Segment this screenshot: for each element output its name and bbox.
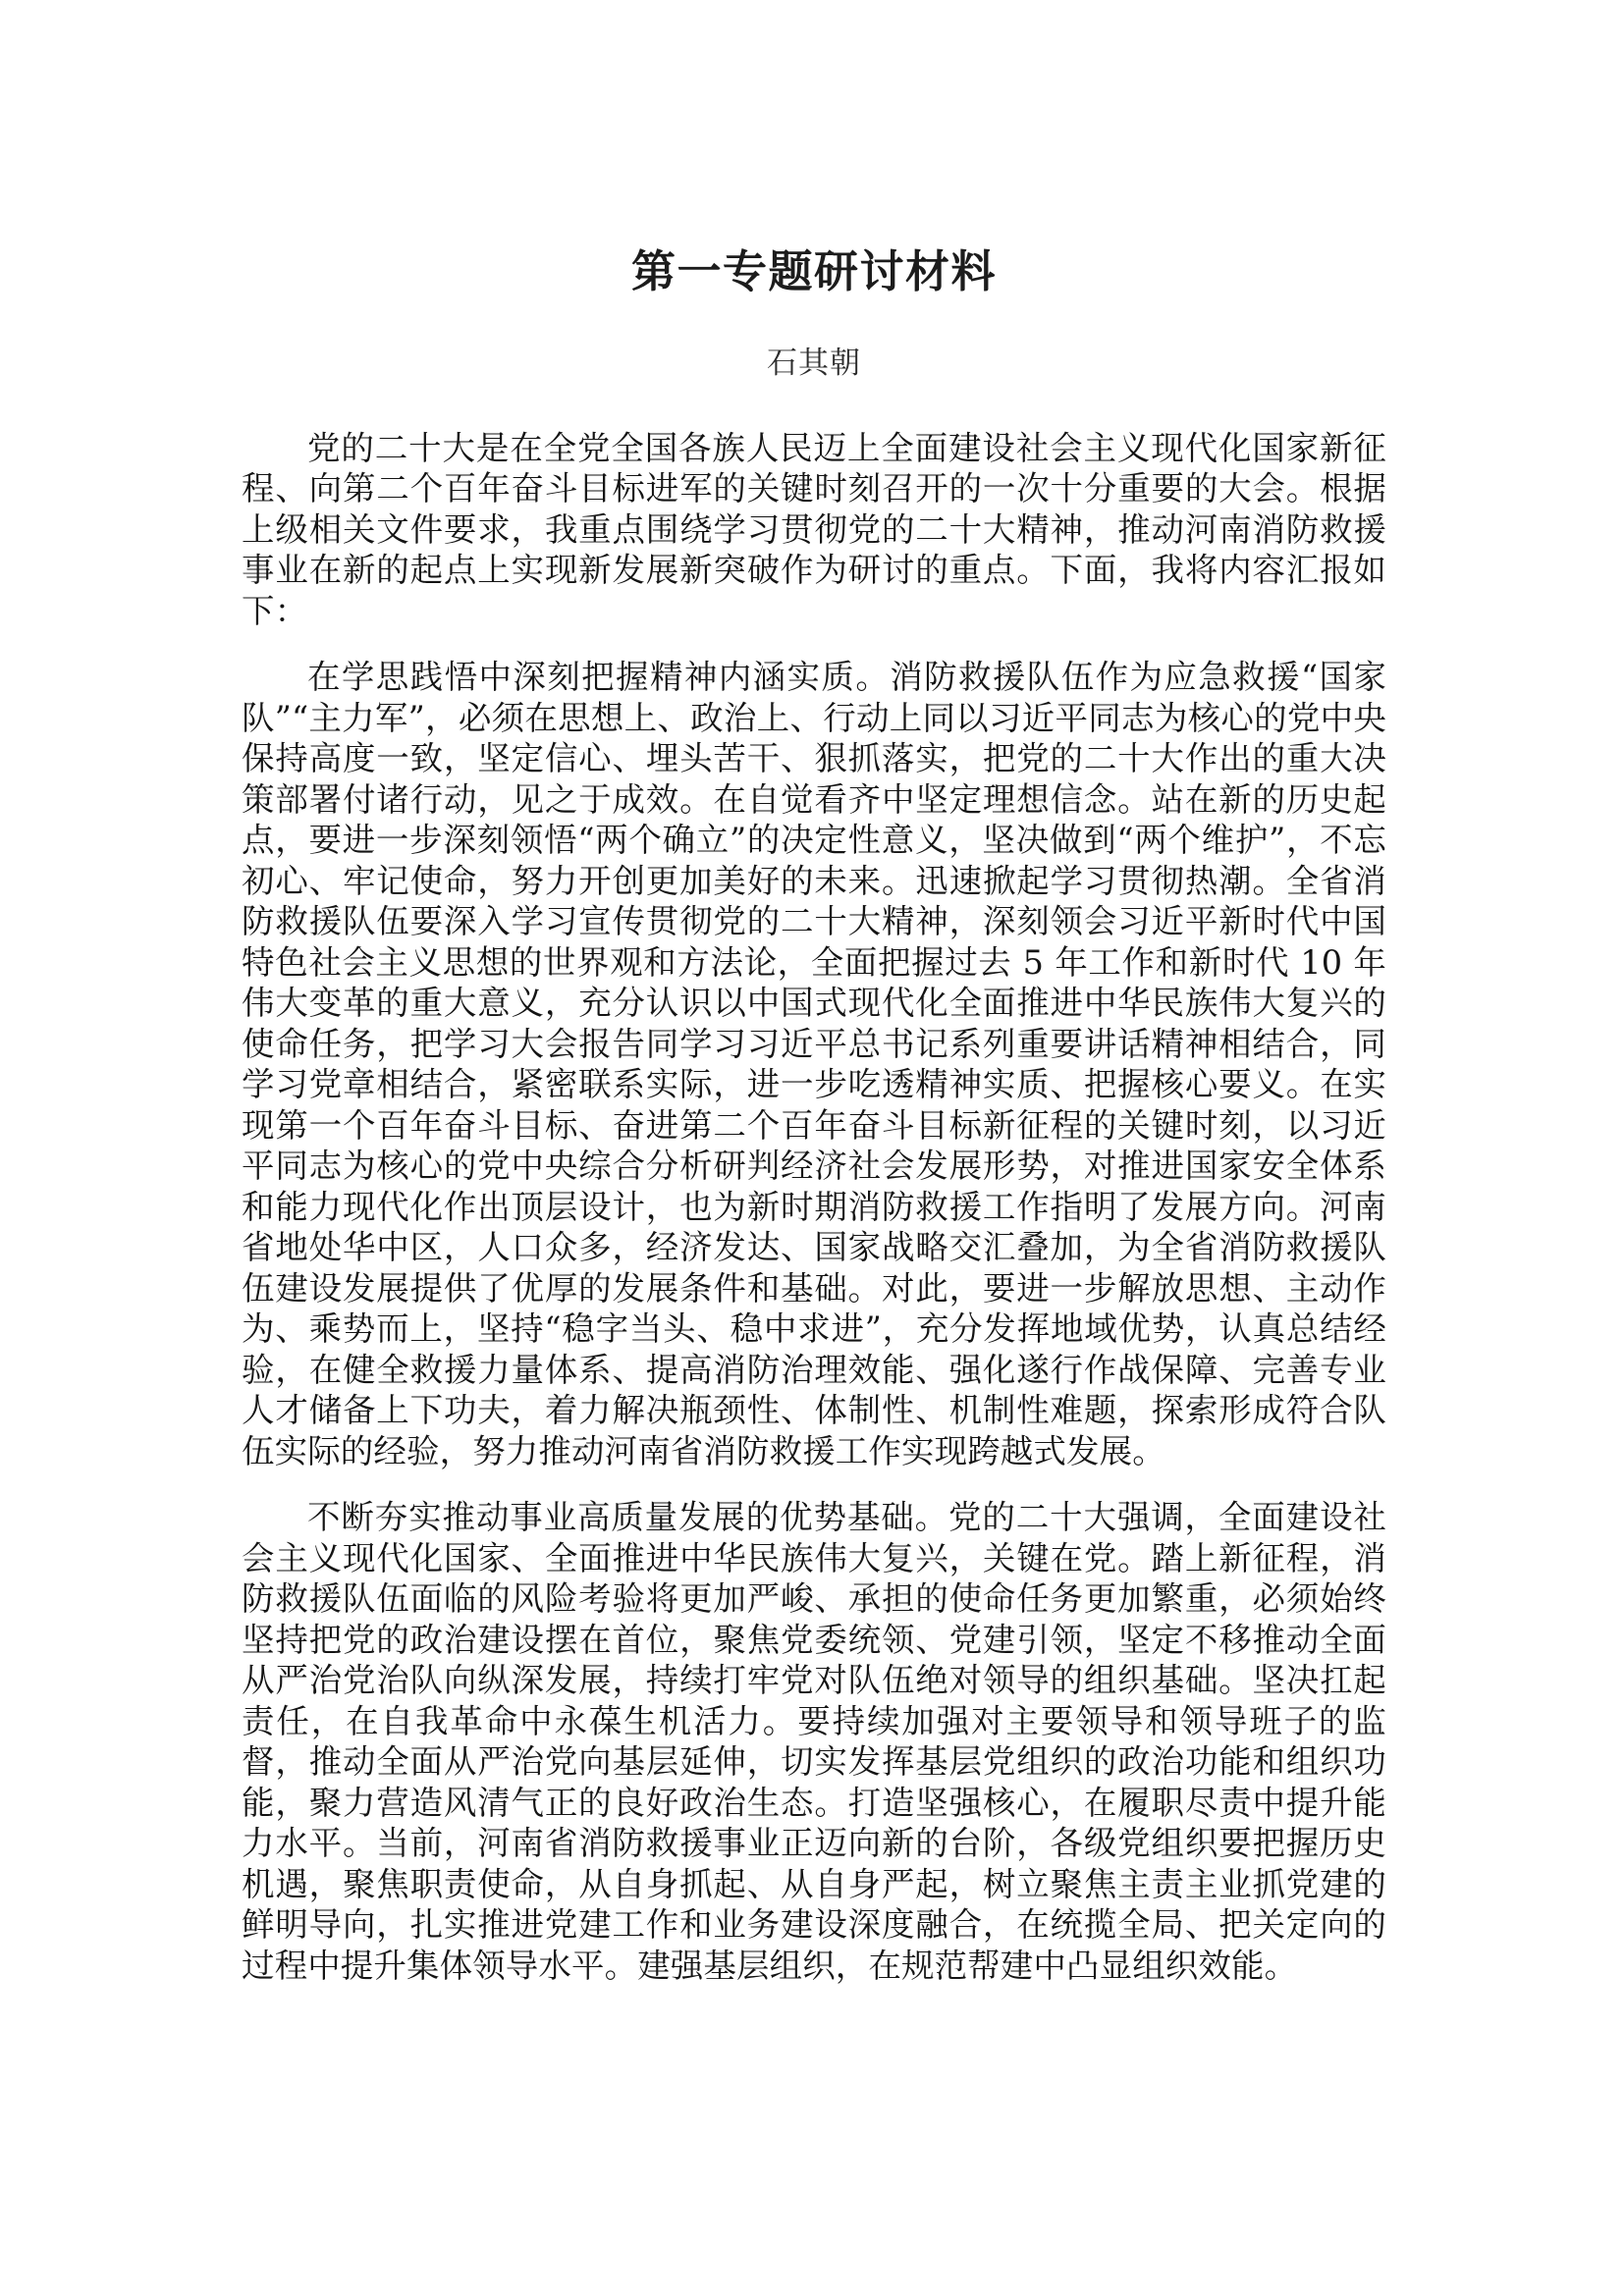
document-content: [242, 0, 1386, 1986]
document-body: [242, 383, 1386, 1987]
author-byline: 石其朝: [767, 345, 861, 381]
paragraph-intro: 党的二十大是在全党全国各族人民迈上全面建设社会主义现代化国家新征程、向第二个百年奋斗目标进军的关键时刻召开的一次十分重要的大会。根据上级相关文件要求，我重点围绕学习贯彻党的二十大精神，推动河南消防救援事业在新的起点上实现新发展新突破作为研讨的重点。下面，我将内容汇报如下：: [242, 428, 1386, 630]
page-title: 第一专题研讨材料: [630, 245, 997, 297]
paragraph-section-two: 不断夯实推动事业高质量发展的优势基础。党的二十大强调，全面建设社会主义现代化国家、全面推进中华民族伟大复兴，关键在党。踏上新征程，消防救援队伍面临的风险考验将更加严峻、承担的使命任务更加繁重，必须始终坚持把党的政治建设摆在首位，聚焦党委统领、党建引领，坚定不移推动全面从严治党治队向纵深发展，持续打牢党对队伍绝对领导的组织基础。坚决扛起责任，在自我革命中永葆生机活力。要持续加强对主要领导和领导班子的监督，推动全面从严治党向基层延伸，切实发挥基层党组织的政治功能和组织功能，聚力营造风清气正的良好政治生态。打造坚强核心，在履职尽责中提升能力水平。当前，河南省消防救援事业正迈向新的台阶，各级党组织要把握历史机遇，聚焦职责使命，从自身抓起、从自身严起，树立聚焦主责主业抓党建的鲜明导向，扎实推进党建工作和业务建设深度融合，在统揽全局、把关定向的过程中提升集体领导水平。建强基层组织，在规范帮建中凸显组织效能。: [242, 1498, 1386, 1985]
paragraph-section-one: 在学思践悟中深刻把握精神内涵实质。消防救援队伍作为应急救援“国家队”“主力军”，必须在思想上、政治上、行动上同以习近平同志为核心的党中央保持高度一致，坚定信心、埋头苦干、狠抓落实，把党的二十大作出的重大决策部署付诸行动，见之于成效。在自觉看齐中坚定理想信念。站在新的历史起点，要进一步深刻领悟“两个确立”的决定性意义，坚决做到“两个维护”，不忘初心、牢记使命，努力开创更加美好的未来。迅速掀起学习贯彻热潮。全省消防救援队伍要深入学习宣传贯彻党的二十大精神，深刻领会习近平新时代中国特色社会主义思想的世界观和方法论，全面把握过去 5 年工作和新时代 10 年伟大变革的重大意义，充分认识以中国式现代化全面推进中华民族伟大复兴的使命任务，把学习大会报告同学习习近平总书记系列重要讲话精神相结合，同学习党章相结合，紧密联系实际，进一步吃透精神实质、把握核心要义。在实现第一个百年奋斗目标、奋进第二个百年奋斗目标新征程的关键时刻，以习近平同志为核心的党中央综合分析研判经济社会发展形势，对推进国家安全体系和能力现代化作出顶层设计，也为新时期消防救援工作指明了发展方向。河南省地处华中区，人口众多，经济发达、国家战略交汇叠加，为全省消防救援队伍建设发展提供了优厚的发展条件和基础。对此，要进一步解放思想、主动作为、乘势而上，坚持“稳字当头、稳中求进”，充分发挥地域优势，认真总结经验，在健全救援力量体系、提高消防治理效能、强化遂行作战保障、完善专业人才储备上下功夫，着力解决瓶颈性、体制性、机制性难题，探索形成符合队伍实际的经验，努力推动河南省消防救援工作实现跨越式发展。: [242, 658, 1386, 1470]
